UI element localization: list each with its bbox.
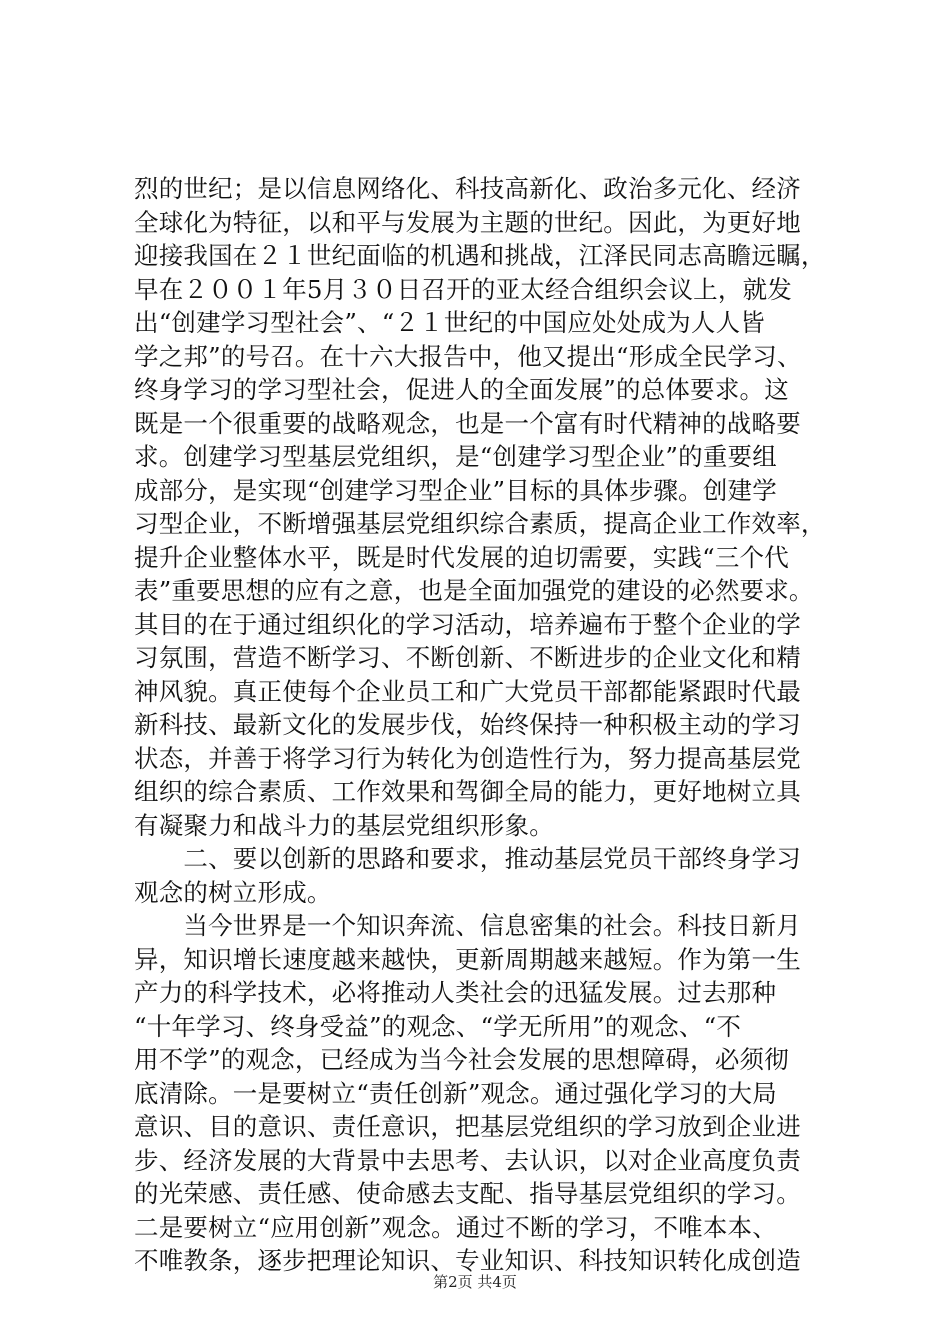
- text-line: 底清除。一是要树立“责任创新”观念。通过强化学习的大局: [134, 1078, 777, 1108]
- section-heading-line: 二、要以创新的思路和要求，推动基层党员干部终身学习: [134, 844, 801, 873]
- text-line: 学之邦”的号召。在十六大报告中，他又提出“形成全民学习、: [134, 341, 802, 371]
- text-line: 步、经济发展的大背景中去思考、去认识，以对企业高度负责: [134, 1145, 801, 1175]
- text-line: 习型企业，不断增强基层党组织综合素质，提高企业工作效率，: [134, 509, 826, 538]
- text-line: 终身学习的学习型社会，促进人的全面发展”的总体要求。这: [134, 375, 789, 404]
- text-line: 神风貌。真正使每个企业员工和广大党员干部都能紧跟时代最: [134, 676, 801, 706]
- text-line: 早在２００１年5月３０日召开的亚太经合组织会议上，就发: [134, 274, 792, 304]
- text-line: 出“创建学习型社会”、“２１世纪的中国应处处成为人人皆: [134, 308, 765, 337]
- section-heading-line: 观念的树立形成。: [134, 877, 332, 907]
- text-line: 表”重要思想的应有之意，也是全面加强党的建设的必然要求。: [134, 576, 814, 605]
- text-line: 组织的综合素质、工作效果和驾御全局的能力，更好地树立具: [134, 777, 801, 806]
- text-line: 成部分，是实现“创建学习型企业”目标的具体步骤。创建学: [134, 475, 777, 505]
- text-line: 迎接我国在２１世纪面临的机遇和挑战，江泽民同志高瞻远瞩，: [134, 241, 826, 270]
- text-line: 提升企业整体水平，既是时代发展的迫切需要，实践“三个代: [134, 542, 789, 572]
- text-line: 不唯教条，逐步把理论知识、专业知识、科技知识转化成创造: [134, 1246, 801, 1275]
- text-line: 有凝聚力和战斗力的基层党组织形象。: [134, 810, 554, 840]
- text-line: 状态，并善于将学习行为转化为创造性行为，努力提高基层党: [134, 743, 801, 773]
- text-line: 求。创建学习型基层党组织，是“创建学习型企业”的重要组: [134, 442, 777, 471]
- text-line: 全球化为特征，以和平与发展为主题的世纪。因此，为更好地: [134, 207, 801, 237]
- text-line: 习氛围，营造不断学习、不断创新、不断进步的企业文化和精: [134, 643, 801, 672]
- text-line: 新科技、最新文化的发展步伐，始终保持一种积极主动的学习: [134, 710, 801, 739]
- document-body: [134, 172, 834, 1278]
- page-footer: 第2页 共4页: [433, 1273, 517, 1291]
- text-line: 的光荣感、责任感、使命感去支配、指导基层党组织的学习。: [134, 1179, 801, 1208]
- text-line: 异，知识增长速度越来越快，更新周期越来越短。作为第一生: [134, 944, 801, 974]
- text-line: “十年学习、终身受益”的观念、“学无所用”的观念、“不: [134, 1011, 742, 1041]
- text-line: 二是要树立“应用创新”观念。通过不断的学习，不唯本本、: [134, 1212, 777, 1242]
- text-line: 当今世界是一个知识奔流、信息密集的社会。科技日新月: [134, 911, 801, 940]
- text-line: 用不学”的观念，已经成为当今社会发展的思想障碍，必须彻: [134, 1045, 789, 1074]
- text-line: 既是一个很重要的战略观念，也是一个富有时代精神的战略要: [134, 408, 801, 438]
- text-line: 意识、目的意识、责任意识，把基层党组织的学习放到企业进: [134, 1112, 801, 1141]
- text-line: 烈的世纪；是以信息网络化、科技高新化、政治多元化、经济: [134, 174, 801, 203]
- text-line: 产力的科学技术，必将推动人类社会的迅猛发展。过去那种: [134, 978, 777, 1007]
- text-line: 其目的在于通过组织化的学习活动，培养遍布于整个企业的学: [134, 609, 801, 639]
